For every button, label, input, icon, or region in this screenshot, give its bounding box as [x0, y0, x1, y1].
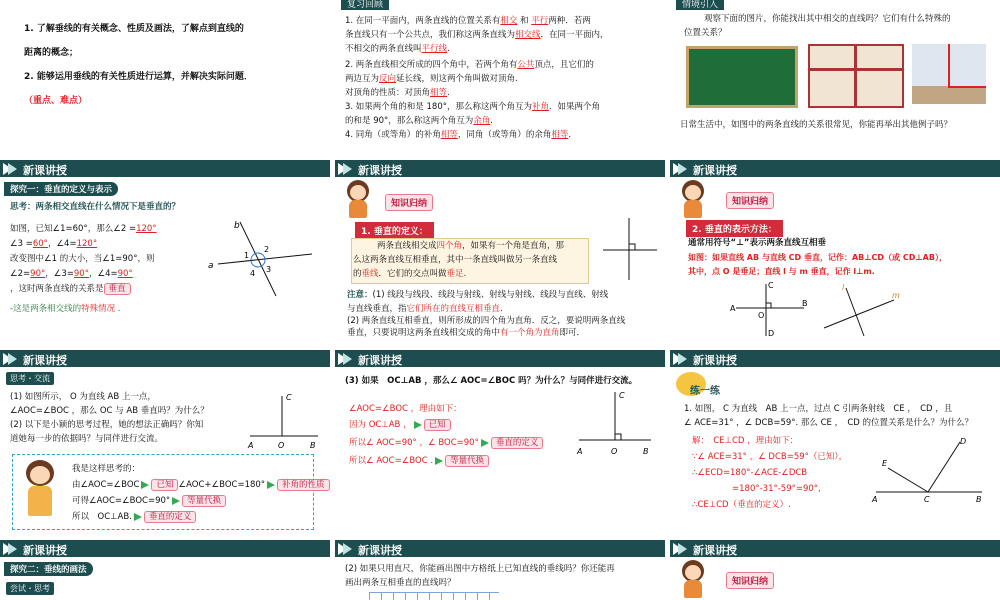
- fig-label-a: a: [208, 261, 214, 271]
- solution-3: ∴∠ECD=180°-∠ACE-∠DCB: [692, 468, 808, 478]
- slide-header: 新课讲授: [0, 540, 330, 557]
- practice-label: 练一练: [690, 386, 720, 397]
- practice-q2: ∠ ACE=31° ，∠ DCB=59°. 那么 CE ， CD 的位置关系是什么？为什么？: [684, 418, 974, 428]
- ruler-question-2: 画出两条互相垂直的直线吗？: [345, 578, 456, 588]
- think-question: 思考：两条相交直线在什么情况下是垂直的？: [10, 202, 181, 212]
- problem-line-2: ∠AOC=∠BOC ，那么 OC 与 AB 垂直吗？为什么？: [10, 406, 209, 416]
- review-q4: 4. 同角（或等角）的补角相等，同角（或等角）的余角相等.: [345, 130, 572, 140]
- review-q2-prop: 对顶角的性质：对顶角相等.: [345, 88, 450, 98]
- note-line-4: 垂直，只要说明这两条直线相交成的角中有一个角为直角即可．: [347, 328, 586, 338]
- rays-figure: [870, 436, 990, 506]
- fig-label-4: 4: [250, 269, 256, 278]
- slide-header: 新课讲授: [335, 540, 665, 557]
- fig-C: C: [619, 391, 625, 400]
- slide-think-exchange[interactable]: [0, 350, 330, 533]
- fig-C: C: [286, 393, 292, 402]
- fig-label-b: b: [234, 221, 240, 231]
- slide-definition-summary[interactable]: [335, 160, 665, 340]
- right-angle-line: ∠2=90°，∠3=90°，∠4=90°: [10, 269, 133, 279]
- teacher-avatar: [678, 180, 708, 220]
- scenario-question-cont: 位置关系？: [684, 28, 727, 38]
- section-label: 探究一：垂直的定义与表示: [4, 182, 118, 196]
- definition-line-1: 两条直线相交成四个角，如果有一个角是直角，那: [377, 241, 565, 251]
- step-3: 所以 OC⊥AB. 垂直的定义: [72, 510, 196, 525]
- perpendicular-cross-figure: [599, 216, 659, 282]
- objective-line-2: 距离的概念；: [24, 48, 79, 58]
- fig-A: A: [872, 495, 878, 504]
- thinking-intro: 我是这样思考的：: [72, 464, 141, 474]
- solution-2: ∵∠ ACE=31° ，∠ DCB=59°（已知），: [692, 452, 848, 462]
- l-m-figure: [820, 282, 900, 338]
- answer-line-1: ∠AOC=∠BOC ，理由如下：: [349, 404, 462, 414]
- step-1: 由∠AOC=∠BOC 已知 ∠AOC+∠BOC=180° 补角的性质: [72, 478, 330, 493]
- review-q2-cont: 两边互为反向延长线，则这两个角叫做对顶角.: [345, 74, 518, 84]
- scenario-tag: 情境引入: [676, 0, 724, 10]
- slide-scenario[interactable]: [670, 0, 1000, 155]
- slide-practice[interactable]: [670, 350, 1000, 533]
- fig-B: B: [310, 441, 316, 450]
- slide-notation[interactable]: [670, 160, 1000, 340]
- fig-C: C: [924, 495, 930, 504]
- knowledge-summary-badge: 知识归纳: [385, 194, 433, 211]
- definition-line-3: 的垂线．它们的交点叫做垂足.: [353, 269, 467, 279]
- fig-D: D: [768, 329, 775, 338]
- window-image: [808, 44, 904, 108]
- knowledge-summary-badge: 知识归纳: [726, 192, 774, 209]
- special-case-line: -这是两条相交线的特殊情况 .: [10, 304, 121, 314]
- slide-header: 新课讲授: [335, 160, 665, 177]
- review-q1: 1. 在同一平面内，两条直线的位置关系有相交 和 平行两种．若两: [345, 16, 591, 26]
- fig-label-3: 3: [266, 265, 272, 274]
- room-corner-image: [912, 44, 986, 104]
- slide-definition-explore[interactable]: [0, 160, 330, 340]
- answer-line-3: 所以∠ AOC=90° ，∠ BOC=90° 垂直的定义: [349, 436, 543, 451]
- definition-line-2: 么这两条直线互相垂直，其中一条直线叫做另一条直线: [353, 255, 558, 265]
- slide-header: 新课讲授: [670, 540, 1000, 557]
- notation-line-1: 通常用符号“⊥”表示两条直线互相垂: [688, 238, 826, 248]
- intersecting-lines-figure: [200, 218, 320, 298]
- slide-drawing-explore[interactable]: [0, 540, 330, 600]
- objective-emphasis: （重点、难点）: [24, 96, 88, 106]
- change-line: 改变图中∠1 的大小，当∠1=90°，则: [10, 254, 155, 264]
- slide-ruler-question[interactable]: [335, 540, 665, 600]
- problem-line-3: (2) 以下是小颖的思考过程，她的想法正确吗？你知: [10, 420, 204, 430]
- solution-4: =180°-31°-59°=90°,: [732, 484, 821, 494]
- slide-header: 新课讲授: [670, 350, 1000, 367]
- slide-header: 新课讲授: [0, 160, 330, 177]
- try-think-tag: 尝试・思考: [6, 582, 54, 595]
- fig-D: D: [960, 437, 967, 446]
- step-2: 可得∠AOC=∠BOC=90° 等量代换: [72, 494, 226, 509]
- notation-line-2: 如图：如果直线 AB 与直线 CD 垂直，记作：AB⊥CD（或 CD⊥AB），: [688, 253, 947, 262]
- aob-figure: [575, 388, 655, 462]
- fig-label-2: 2: [264, 245, 270, 254]
- knowledge-summary-badge: 知识归纳: [726, 572, 774, 589]
- solution-5: ∴CE⊥CD（垂直的定义）.: [692, 500, 791, 510]
- slide-objectives[interactable]: [0, 0, 330, 155]
- review-q1-end: 不相交的两条直线叫平行线.: [345, 44, 450, 54]
- solution-1: 解： CE⊥CD ，理由如下：: [692, 436, 799, 446]
- review-tag: 复习回顾: [341, 0, 389, 10]
- slide-review[interactable]: [335, 0, 665, 155]
- fig-A: A: [730, 304, 736, 313]
- scenario-question: 观察下面的图片，你能找出其中相交的直线吗？它们有什么特殊的: [704, 14, 951, 24]
- slide-header: 新课讲授: [670, 160, 1000, 177]
- notation-line-3: 其中，点 O 是垂足；直线 l 与 m 垂直，记作 l⊥m.: [688, 267, 875, 276]
- review-q2: 2. 两条直线相交所成的四个角中，若两个角有公共顶点，且它们的: [345, 60, 594, 70]
- practice-q1: 1. 如图， C 为直线 AB 上一点，过点 C 引两条射线 CE ， CD ，且: [684, 404, 953, 414]
- fig-O: O: [278, 441, 285, 450]
- think-tag: 思考・交流: [6, 372, 54, 385]
- fig-A: A: [577, 447, 583, 456]
- fig-m: m: [892, 291, 900, 300]
- ab-cd-figure: [730, 278, 810, 338]
- fig-O: O: [758, 311, 765, 320]
- fig-l: l: [842, 283, 845, 292]
- student-avatar: [22, 460, 58, 520]
- teacher-avatar: [678, 560, 708, 600]
- definition-title: 1. 垂直的定义：: [355, 222, 434, 239]
- review-q3: 3. 如果两个角的和是 180°，那么称这两个角互为补角．如果两个角: [345, 102, 601, 112]
- problem-line-1: (1) 如图所示， O 为直线 AB 上一点，: [10, 392, 156, 402]
- review-q3-cont: 的和是 90°，那么称这两个角互为余角.: [345, 116, 493, 126]
- fig-label-1: 1: [244, 251, 250, 260]
- problem-line-4: 道她每一步的依据吗？与同伴进行交流。: [10, 434, 164, 444]
- notation-title: 2. 垂直的表示方法：: [686, 220, 783, 237]
- slide-converse[interactable]: [335, 350, 665, 533]
- fig-C: C: [768, 281, 774, 290]
- note-line-2: 与直线垂直，指它们所在的直线互相垂直.: [347, 304, 503, 314]
- review-q1-cont: 条直线只有一个公共点，我们称这两条直线为相交线．在同一平面内，: [345, 30, 609, 40]
- fig-O: O: [611, 447, 618, 456]
- angle3-line: ∠3 =60°，∠4=120°: [10, 239, 98, 249]
- slide-summary-bottom[interactable]: [670, 540, 1000, 600]
- answer-line-4: 所以∠ AOC=∠BOC . 等量代换: [349, 454, 489, 469]
- fig-A: A: [248, 441, 254, 450]
- fig-E: E: [882, 459, 888, 468]
- fig-B: B: [643, 447, 649, 456]
- converse-question: (3) 如果 OC⊥AB ，那么∠ AOC=∠BOC 吗？为什么？与同伴进行交流。: [345, 376, 638, 386]
- relation-line: ，这时两条直线的关系是 垂直: [10, 282, 131, 297]
- scenario-footer: 日常生活中，如图中的两条直线的关系很常见，你能再举出其他例子吗？: [680, 120, 953, 130]
- note-line-3: (2) 两条直线互相垂直，则所形成的四个角为直角．反之，要说明两条直线: [347, 316, 626, 326]
- objective-line-3: 2. 能够运用垂线的有关性质进行运算，并解决实际问题．: [24, 72, 253, 82]
- note-line-1: 注意：(1) 线段与线段、线段与射线、射线与射线、线段与直线、射线: [347, 290, 609, 300]
- aob-figure: [246, 390, 320, 450]
- fig-B: B: [802, 299, 808, 308]
- given-line: 如图，已知∠1=60°，那么∠2 =120°: [10, 224, 157, 234]
- grid-paper: [369, 592, 499, 600]
- section-label: 探究二：垂线的画法: [4, 562, 93, 576]
- slide-header: 新课讲授: [0, 350, 330, 367]
- ruler-question-1: (2) 如果只用直尺，你能画出图中方格纸上已知直线的垂线吗？你还能再: [345, 564, 615, 574]
- objective-line-1: 1. 了解垂线的有关概念、性质及画法，了解点到直线的: [24, 24, 244, 34]
- answer-line-2: 因为 OC⊥AB ， 已知: [349, 418, 451, 433]
- chalkboard-image: [686, 46, 798, 108]
- teacher-avatar: [343, 180, 373, 220]
- slide-header: 新课讲授: [335, 350, 665, 367]
- fig-B: B: [976, 495, 982, 504]
